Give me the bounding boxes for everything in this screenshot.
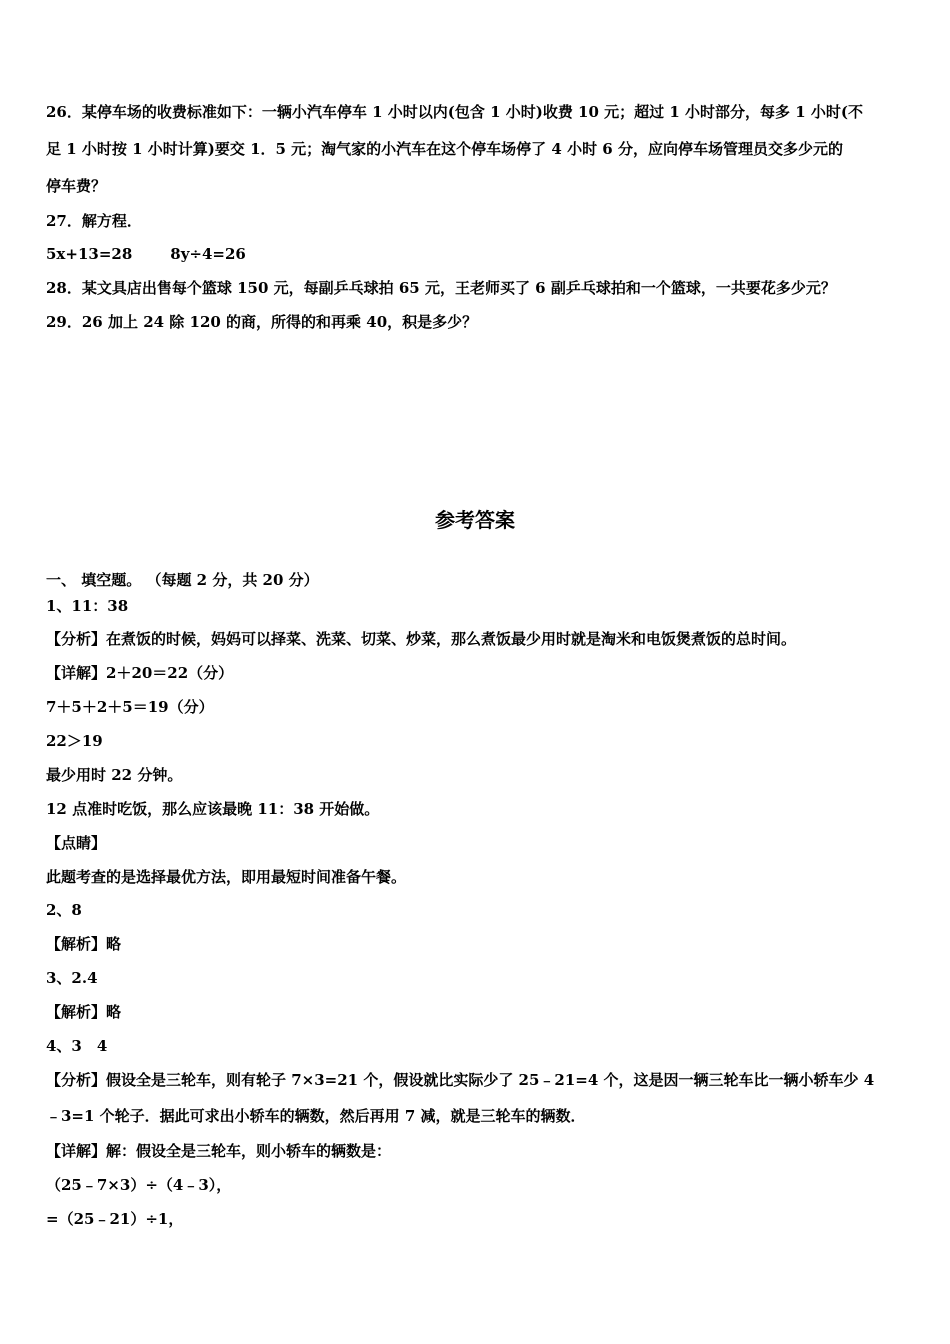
- equation-2: 8y÷4=26: [170, 245, 246, 263]
- answer-1: 1、11：38: [46, 597, 129, 615]
- answer-1-analysis: 【分析】在煮饭的时候，妈妈可以择菜、洗菜、切菜、炒菜，那么煮饭最少用时就是淘米和电饭煲煮饭的总时间。: [46, 630, 797, 648]
- answers-title: 参考答案: [435, 508, 515, 532]
- answer-2-analysis: 【解析】略: [46, 935, 122, 953]
- answer-3-analysis: 【解析】略: [46, 1003, 122, 1021]
- answer-1-detail: 【详解】2＋20＝22（分）: [46, 664, 234, 682]
- answer-1-comment-text: 此题考查的是选择最优方法，即用最短时间准备午餐。: [46, 868, 407, 886]
- question-26-line-3: 停车费？: [46, 177, 107, 195]
- answer-1-line-3: 22＞19: [46, 732, 103, 750]
- answer-4-detail: 【详解】解：假设全是三轮车，则小轿车的辆数是：: [46, 1142, 392, 1160]
- question-29: 29．26 加上 24 除 120 的商，所得的和再乘 40，积是多少？: [46, 313, 478, 331]
- answer-1-comment: 【点睛】: [46, 834, 107, 852]
- answer-4-analysis-line-1: 【分析】假设全是三轮车，则有轮子 7×3=21 个，假设就比实际少了 25﹣21=4 个，这是因一辆三轮车比一辆小轿车少 4: [46, 1071, 875, 1089]
- question-26-line-1: 26．某停车场的收费标准如下：一辆小汽车停车 1 小时以内(包含 1 小时)收费 10 元；超过 1 小时部分，每多 1 小时(不: [46, 103, 864, 121]
- answer-1-line-4: 最少用时 22 分钟。: [46, 766, 183, 784]
- answer-4-line-3: =（25﹣21）÷1，: [46, 1210, 184, 1228]
- section-1-heading: 一、 填空题。 （每题 2 分，共 20 分）: [46, 571, 319, 589]
- answer-4-analysis-line-2: ﹣3=1 个轮子．据此可求出小轿车的辆数，然后再用 7 减，就是三轮车的辆数．: [46, 1107, 586, 1125]
- question-27-equations: [46, 244, 246, 264]
- answer-1-line-5: 12 点准时吃饭，那么应该最晚 11：38 开始做。: [46, 800, 380, 818]
- answer-4-line-2: （25﹣7×3）÷（4﹣3），: [46, 1176, 232, 1194]
- question-26-line-2: 足 1 小时按 1 小时计算)要交 1．5 元；淘气家的小汽车在这个停车场停了 4 小时 6 分，应向停车场管理员交多少元的: [46, 140, 843, 158]
- answer-1-line-2: 7＋5＋2＋5＝19（分）: [46, 698, 214, 716]
- question-28: 28．某文具店出售每个篮球 150 元，每副乒乓球拍 65 元，王老师买了 6 副乒乓球拍和一个篮球，一共要花多少元？: [46, 279, 836, 297]
- equation-1: 5x+13=28: [46, 245, 133, 263]
- answer-3: 3、2.4: [46, 969, 98, 987]
- question-27: 27．解方程．: [46, 212, 142, 230]
- answer-2: 2、8: [46, 901, 82, 919]
- answer-4: 4、3 4: [46, 1037, 108, 1055]
